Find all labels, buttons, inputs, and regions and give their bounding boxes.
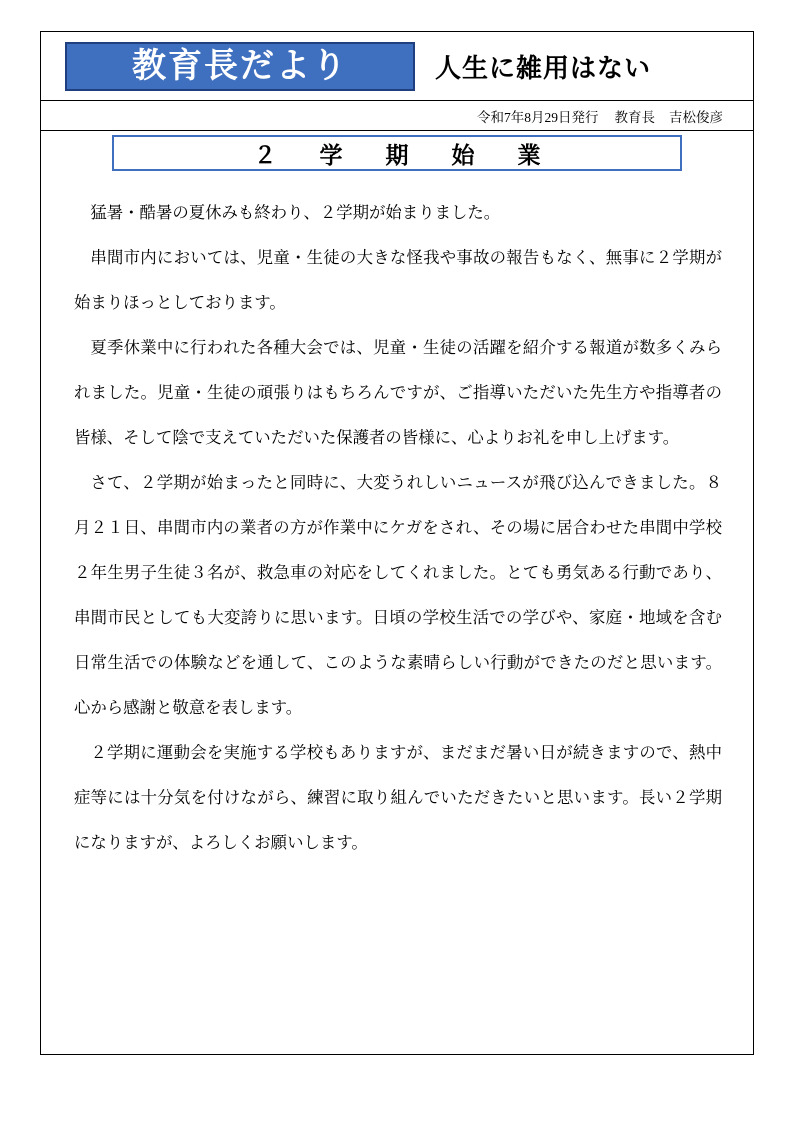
- issue-role: 教育長: [614, 109, 655, 125]
- headline-box: [112, 135, 682, 171]
- masthead-tagline: 人生に雑用はない: [435, 53, 652, 84]
- article-paragraph: さて、２学期が始まったと同時に、大変うれしいニュースが飛び込んできました。８月２１日、串間市内の業者の方が作業中にケガをされ、その場に居合わせた串間中学校２年生男子生徒３名が、救急車の対応をしてくれました。とても勇気ある行動であり、串間市民としても大変誇りに思います。日頃の学校生活での学びや、家庭・地域を含む日常生活での体験などを通して、このような素晴らしい行動ができたのだと思います。心から感謝と敬意を表します。: [74, 473, 722, 717]
- masthead-badge-title: 教育長だより: [132, 46, 348, 86]
- article-paragraph: 串間市内においては、児童・生徒の大きな怪我や事故の報告もなく、無事に２学期が始まりほっとしております。: [74, 248, 722, 312]
- article-paragraph: 猛暑・酷暑の夏休みも終わり、２学期が始まりました。: [90, 203, 501, 222]
- article-body: [74, 190, 722, 865]
- masthead-badge: [65, 42, 415, 91]
- issue-date: 令和7年8月29日発行: [477, 109, 599, 125]
- issue-author-name: 吉松俊彦: [669, 109, 723, 125]
- page-title: ２ 学 期 始 業: [253, 141, 551, 169]
- headline-wrap: [41, 135, 753, 171]
- article-paragraph: 夏季休業中に行われた各種大会では、児童・生徒の活躍を紹介する報道が数多くみられました。児童・生徒の頑張りはもちろんですが、ご指導いただいた先生方や指導者の皆様、そして陰で支えていただいた保護者の皆様に、心よりお礼を申し上げます。: [74, 338, 722, 447]
- masthead: [41, 32, 753, 101]
- issue-line: [41, 101, 753, 131]
- article-paragraph: ２学期に運動会を実施する学校もありますが、まだまだ暑い日が続きますので、熱中症等には十分気を付けながら、練習に取り組んでいただきたいと思います。長い２学期になりますが、よろしくお願いします。: [74, 743, 722, 852]
